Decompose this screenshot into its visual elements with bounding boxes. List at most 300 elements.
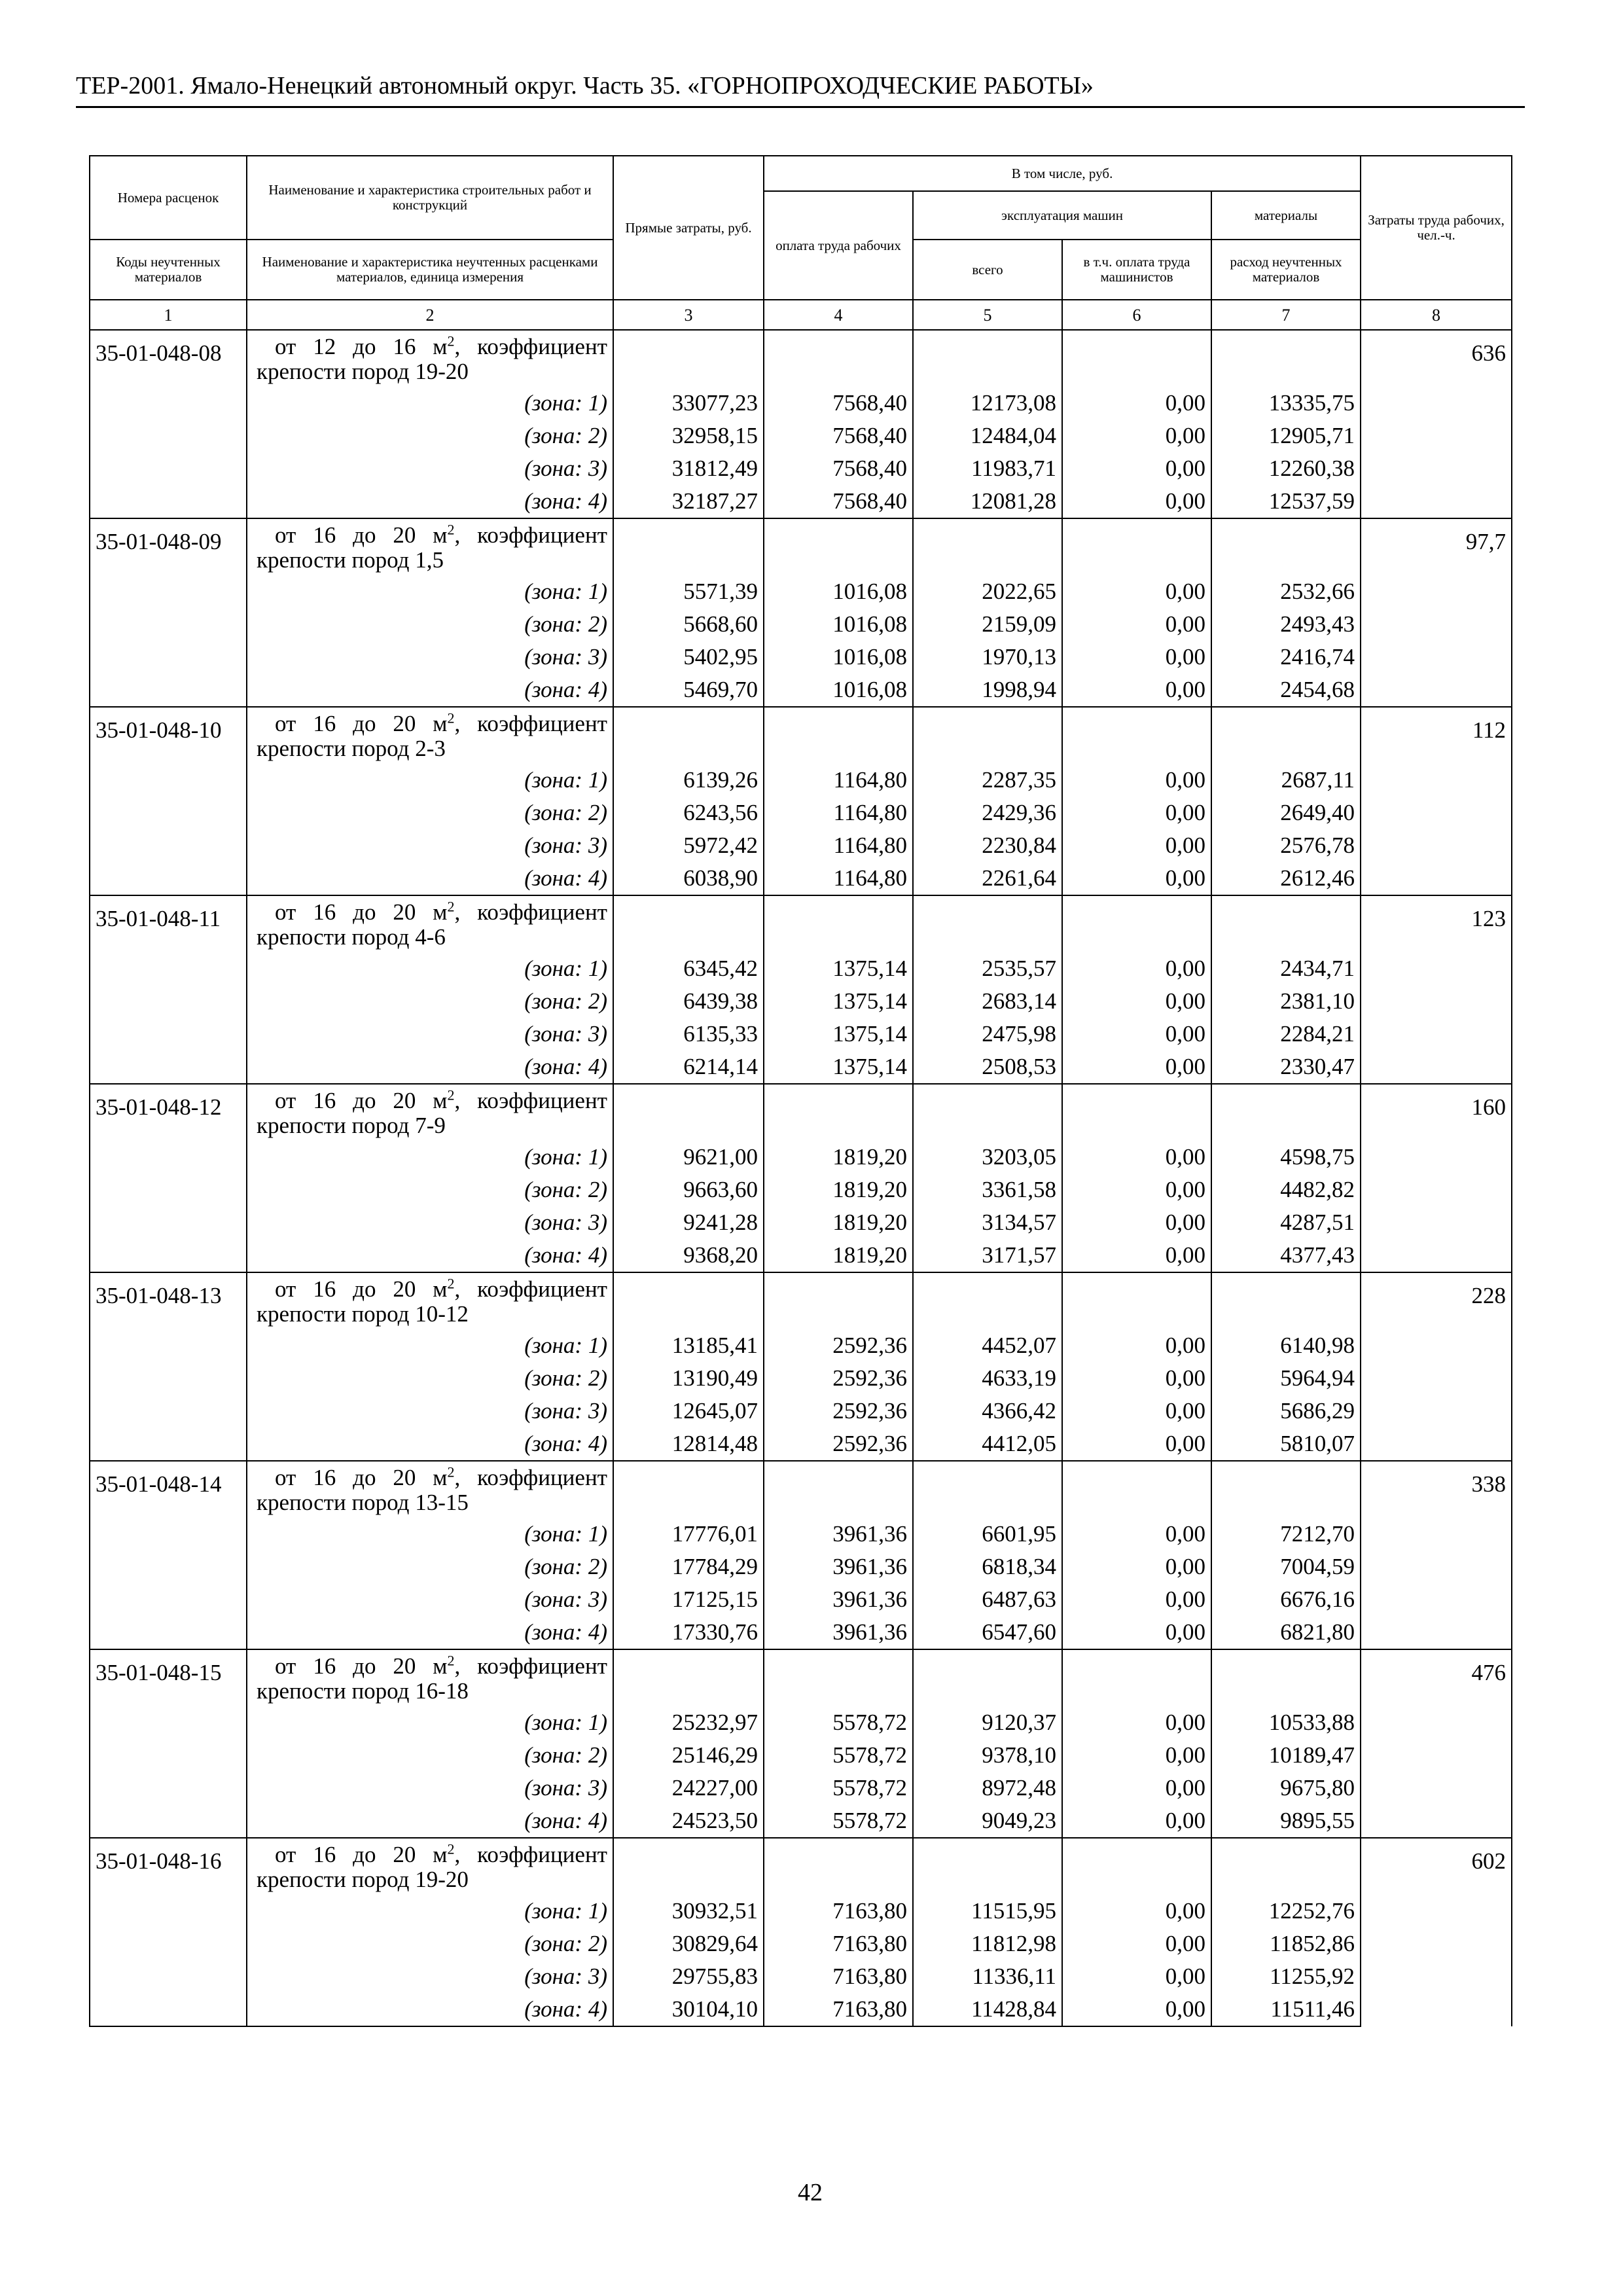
operator-pay-cell: 0,00 [1062,673,1211,707]
worker-pay-cell: 3961,36 [764,1551,913,1583]
operator-pay-cell: 0,00 [1062,1583,1211,1616]
zone-row [90,1050,1512,1084]
empty-cell [1062,1272,1211,1329]
empty-cell [90,829,247,862]
description-word: коэффициент [477,899,607,925]
empty-cell [90,452,247,485]
empty-cell [90,1993,247,2026]
description-word: до [353,1465,376,1490]
direct-costs-cell: 6439,38 [613,985,764,1018]
column-number: 7 [1211,300,1361,330]
zone-row [90,485,1512,518]
unit-exponent: 2 [447,709,455,726]
rate-row [90,895,1512,952]
description-number: 16 [313,1465,336,1490]
zone-label: (зона: 4) [247,1804,613,1838]
description-number: 20 [393,522,416,548]
unaccounted-materials-cell: 4482,82 [1211,1174,1361,1206]
worker-pay-cell: 2592,36 [764,1329,913,1362]
worker-pay-cell: 7163,80 [764,1993,913,2026]
rates-table-body [90,330,1512,2026]
header-rate-number: Номера расценок [90,156,247,240]
rate-description [247,707,613,764]
operator-pay-cell: 0,00 [1062,1174,1211,1206]
rate-description [247,330,613,387]
description-line-1 [257,711,607,736]
machine-total-cell: 9120,37 [913,1706,1062,1739]
empty-cell [913,1838,1062,1895]
empty-cell [90,1206,247,1239]
zone-label: (зона: 2) [247,420,613,452]
header-including: В том числе, руб. [764,156,1361,191]
area-unit [433,900,460,925]
zone-label: (зона: 2) [247,608,613,641]
labor-cost-cell: 338 [1361,1461,1512,1649]
unit-symbol: м [433,899,448,925]
zone-row [90,1239,1512,1272]
direct-costs-cell: 32958,15 [613,420,764,452]
empty-cell [90,952,247,985]
unaccounted-materials-cell: 7212,70 [1211,1518,1361,1551]
direct-costs-cell: 24227,00 [613,1772,764,1804]
machine-total-cell: 2683,14 [913,985,1062,1018]
description-number: 16 [313,1088,336,1113]
description-number: 20 [393,1088,416,1113]
description-line-2: крепости пород 13-15 [257,1490,469,1515]
operator-pay-cell: 0,00 [1062,575,1211,608]
zone-label: (зона: 4) [247,485,613,518]
worker-pay-cell: 2592,36 [764,1427,913,1461]
zone-row [90,1018,1512,1050]
unaccounted-materials-cell: 4598,75 [1211,1141,1361,1174]
area-unit [433,334,460,359]
header-work-name: Наименование и характеристика строительных работ и конструкций [247,156,613,240]
zone-label: (зона: 1) [247,1706,613,1739]
column-number: 8 [1361,300,1512,330]
empty-cell [1062,1461,1211,1518]
empty-cell [613,1084,764,1141]
column-number: 6 [1062,300,1211,330]
labor-cost-cell: 160 [1361,1084,1512,1272]
direct-costs-cell: 17125,15 [613,1583,764,1616]
description-word: до [353,1088,376,1113]
zone-label: (зона: 1) [247,1895,613,1928]
area-unit [433,523,460,548]
machine-total-cell: 3171,57 [913,1239,1062,1272]
zone-label: (зона: 3) [247,829,613,862]
operator-pay-cell: 0,00 [1062,1239,1211,1272]
operator-pay-cell: 0,00 [1062,1772,1211,1804]
description-number: 16 [313,1653,336,1679]
direct-costs-cell: 30829,64 [613,1928,764,1960]
rate-description [247,1084,613,1141]
empty-cell [90,673,247,707]
empty-cell [913,1649,1062,1706]
zone-label: (зона: 1) [247,764,613,797]
description-number: 20 [393,1842,416,1867]
zone-row [90,1141,1512,1174]
unaccounted-materials-cell: 2284,21 [1211,1018,1361,1050]
operator-pay-cell: 0,00 [1062,797,1211,829]
zone-row [90,1583,1512,1616]
column-number: 1 [90,300,247,330]
labor-cost-cell: 602 [1361,1838,1512,2026]
empty-cell [764,895,913,952]
empty-cell [1211,1272,1361,1329]
empty-cell [90,575,247,608]
description-number: 12 [313,334,336,359]
area-unit [433,1277,460,1302]
machine-total-cell: 9049,23 [913,1804,1062,1838]
empty-cell [913,1084,1062,1141]
unaccounted-materials-cell: 6140,98 [1211,1329,1361,1362]
description-number: 20 [393,711,416,736]
machine-total-cell: 8972,48 [913,1772,1062,1804]
worker-pay-cell: 3961,36 [764,1518,913,1551]
operator-pay-cell: 0,00 [1062,1739,1211,1772]
description-line-1 [257,1088,607,1113]
machine-total-cell: 11428,84 [913,1993,1062,2026]
zone-row [90,1174,1512,1206]
zone-row [90,641,1512,673]
unit-exponent: 2 [447,521,455,538]
worker-pay-cell: 3961,36 [764,1583,913,1616]
operator-pay-cell: 0,00 [1062,764,1211,797]
empty-cell [913,330,1062,387]
rate-code: 35-01-048-13 [90,1272,247,1329]
zone-label: (зона: 3) [247,641,613,673]
worker-pay-cell: 5578,72 [764,1804,913,1838]
header-labor: Затраты труда рабочих, чел.-ч. [1361,156,1512,300]
empty-cell [90,862,247,895]
unit-symbol: м [433,711,448,736]
rate-code: 35-01-048-12 [90,1084,247,1141]
description-number: 16 [313,522,336,548]
machine-total-cell: 2159,09 [913,608,1062,641]
empty-cell [613,1649,764,1706]
operator-pay-cell: 0,00 [1062,1928,1211,1960]
empty-cell [90,485,247,518]
direct-costs-cell: 9241,28 [613,1206,764,1239]
zone-row [90,1329,1512,1362]
rate-code: 35-01-048-16 [90,1838,247,1895]
unaccounted-materials-cell: 2612,46 [1211,862,1361,895]
unit-symbol: м [433,334,448,359]
unit-exponent: 2 [447,1652,455,1669]
unit-exponent: 2 [447,1463,455,1480]
zone-label: (зона: 2) [247,985,613,1018]
description-word: коэффициент [477,1088,607,1113]
operator-pay-cell: 0,00 [1062,1616,1211,1649]
operator-pay-cell: 0,00 [1062,1018,1211,1050]
worker-pay-cell: 1016,08 [764,641,913,673]
zone-label: (зона: 3) [247,1206,613,1239]
machine-total-cell: 2022,65 [913,575,1062,608]
labor-cost-cell: 123 [1361,895,1512,1084]
zone-row [90,829,1512,862]
rate-code: 35-01-048-09 [90,518,247,575]
zone-label: (зона: 3) [247,1018,613,1050]
machine-total-cell: 4633,19 [913,1362,1062,1395]
description-word: до [353,1842,376,1867]
zone-label: (зона: 3) [247,1395,613,1427]
worker-pay-cell: 1164,80 [764,829,913,862]
empty-cell [1211,1649,1361,1706]
direct-costs-cell: 17776,01 [613,1518,764,1551]
zone-label: (зона: 2) [247,1739,613,1772]
empty-cell [90,1141,247,1174]
header-machine-total: всего [913,240,1062,300]
worker-pay-cell: 1164,80 [764,764,913,797]
direct-costs-cell: 24523,50 [613,1804,764,1838]
rate-row [90,1838,1512,1895]
zone-row [90,1362,1512,1395]
unit-exponent: 2 [447,1840,455,1857]
zone-row [90,797,1512,829]
description-word: до [353,899,376,925]
worker-pay-cell: 7568,40 [764,420,913,452]
description-number: 20 [393,1653,416,1679]
direct-costs-cell: 29755,83 [613,1960,764,1993]
rate-row [90,1461,1512,1518]
labor-cost-cell: 636 [1361,330,1512,518]
operator-pay-cell: 0,00 [1062,1895,1211,1928]
description-line-2: крепости пород 4-6 [257,924,446,950]
comma: , [454,1088,461,1113]
machine-total-cell: 2230,84 [913,829,1062,862]
machine-total-cell: 3134,57 [913,1206,1062,1239]
direct-costs-cell: 9663,60 [613,1174,764,1206]
direct-costs-cell: 5571,39 [613,575,764,608]
empty-cell [90,420,247,452]
empty-cell [1062,1649,1211,1706]
direct-costs-cell: 6038,90 [613,862,764,895]
empty-cell [90,1329,247,1362]
worker-pay-cell: 1016,08 [764,575,913,608]
description-word: коэффициент [477,334,607,359]
machine-total-cell: 12484,04 [913,420,1062,452]
zone-label: (зона: 1) [247,952,613,985]
unit-symbol: м [433,1088,448,1113]
description-line-1 [257,1465,607,1490]
machine-total-cell: 11983,71 [913,452,1062,485]
comma: , [454,1653,461,1679]
worker-pay-cell: 1819,20 [764,1174,913,1206]
worker-pay-cell: 1375,14 [764,1050,913,1084]
rate-description [247,1838,613,1895]
rate-code: 35-01-048-08 [90,330,247,387]
empty-cell [90,764,247,797]
unaccounted-materials-cell: 12537,59 [1211,485,1361,518]
area-unit [433,1654,460,1679]
rate-row [90,518,1512,575]
worker-pay-cell: 7568,40 [764,485,913,518]
empty-cell [90,1739,247,1772]
empty-cell [1211,1084,1361,1141]
empty-cell [913,1272,1062,1329]
empty-cell [1062,707,1211,764]
empty-cell [613,518,764,575]
zone-label: (зона: 4) [247,1616,613,1649]
description-word: до [353,711,376,736]
unit-exponent: 2 [447,898,455,915]
zone-row [90,1772,1512,1804]
rate-code: 35-01-048-14 [90,1461,247,1518]
description-line-2: крепости пород 16-18 [257,1678,469,1704]
operator-pay-cell: 0,00 [1062,1329,1211,1362]
empty-cell [913,1461,1062,1518]
comma: , [454,334,461,359]
zone-label: (зона: 1) [247,1141,613,1174]
empty-cell [1062,1838,1211,1895]
operator-pay-cell: 0,00 [1062,1362,1211,1395]
direct-costs-cell: 12814,48 [613,1427,764,1461]
empty-cell [90,1362,247,1395]
machine-total-cell: 2535,57 [913,952,1062,985]
unaccounted-materials-cell: 2330,47 [1211,1050,1361,1084]
zone-label: (зона: 1) [247,1518,613,1551]
empty-cell [764,1461,913,1518]
unaccounted-materials-cell: 13335,75 [1211,387,1361,420]
direct-costs-cell: 9621,00 [613,1141,764,1174]
zone-row [90,673,1512,707]
zone-label: (зона: 4) [247,862,613,895]
empty-cell [90,641,247,673]
description-word: коэффициент [477,711,607,736]
column-number: 4 [764,300,913,330]
description-line-2: крепости пород 2-3 [257,736,446,761]
unaccounted-materials-cell: 6676,16 [1211,1583,1361,1616]
empty-cell [90,1895,247,1928]
unaccounted-materials-cell: 2381,10 [1211,985,1361,1018]
direct-costs-cell: 25146,29 [613,1739,764,1772]
empty-cell [913,895,1062,952]
page-header: ТЕР-2001. Ямало-Ненецкий автономный округ. Часть 35. «ГОРНОПРОХОДЧЕСКИЕ РАБОТЫ» [76,71,1525,108]
empty-cell [90,1616,247,1649]
description-word: от [275,899,296,925]
rate-description [247,895,613,952]
rate-description [247,518,613,575]
worker-pay-cell: 5578,72 [764,1706,913,1739]
empty-cell [1211,518,1361,575]
comma: , [454,1276,461,1302]
zone-label: (зона: 3) [247,452,613,485]
empty-cell [613,895,764,952]
unaccounted-materials-cell: 2687,11 [1211,764,1361,797]
machine-total-cell: 12081,28 [913,485,1062,518]
description-word: коэффициент [477,1653,607,1679]
empty-cell [90,608,247,641]
unit-symbol: м [433,1653,448,1679]
unit-symbol: м [433,1842,448,1867]
machine-total-cell: 2261,64 [913,862,1062,895]
empty-cell [764,1838,913,1895]
worker-pay-cell: 1819,20 [764,1206,913,1239]
header-direct-costs: Прямые затраты, руб. [613,156,764,300]
description-word: до [353,334,376,359]
zone-row [90,387,1512,420]
description-word: до [353,1653,376,1679]
labor-cost-cell: 112 [1361,707,1512,895]
empty-cell [1211,1838,1361,1895]
empty-cell [764,518,913,575]
machine-total-cell: 6487,63 [913,1583,1062,1616]
unaccounted-materials-cell: 2434,71 [1211,952,1361,985]
rate-row [90,1272,1512,1329]
description-line-1 [257,900,607,925]
operator-pay-cell: 0,00 [1062,387,1211,420]
labor-cost-cell: 228 [1361,1272,1512,1461]
unaccounted-materials-cell: 6821,80 [1211,1616,1361,1649]
unaccounted-materials-cell: 2649,40 [1211,797,1361,829]
direct-costs-cell: 6345,42 [613,952,764,985]
description-word: от [275,1276,296,1302]
empty-cell [90,985,247,1018]
empty-cell [764,707,913,764]
machine-total-cell: 2508,53 [913,1050,1062,1084]
operator-pay-cell: 0,00 [1062,1960,1211,1993]
page-number: 42 [798,2179,823,2206]
operator-pay-cell: 0,00 [1062,1395,1211,1427]
rate-row [90,1649,1512,1706]
machine-total-cell: 4366,42 [913,1395,1062,1427]
zone-row [90,952,1512,985]
unaccounted-materials-cell: 2493,43 [1211,608,1361,641]
direct-costs-cell: 17330,76 [613,1616,764,1649]
empty-cell [764,330,913,387]
column-number: 3 [613,300,764,330]
unaccounted-materials-cell: 11255,92 [1211,1960,1361,1993]
header-unaccounted-materials: расход неучтенных материалов [1211,240,1361,300]
unaccounted-materials-cell: 9675,80 [1211,1772,1361,1804]
zone-row [90,1616,1512,1649]
empty-cell [1211,895,1361,952]
unaccounted-materials-cell: 2416,74 [1211,641,1361,673]
machine-total-cell: 6818,34 [913,1551,1062,1583]
operator-pay-cell: 0,00 [1062,952,1211,985]
unaccounted-materials-cell: 12252,76 [1211,1895,1361,1928]
rate-row [90,1084,1512,1141]
empty-cell [613,1838,764,1895]
unaccounted-materials-cell: 2576,78 [1211,829,1361,862]
description-word: от [275,711,296,736]
empty-cell [90,1427,247,1461]
description-line-2: крепости пород 19-20 [257,359,469,384]
description-line-1 [257,1654,607,1679]
operator-pay-cell: 0,00 [1062,641,1211,673]
unaccounted-materials-cell: 5810,07 [1211,1427,1361,1461]
description-number: 16 [313,899,336,925]
operator-pay-cell: 0,00 [1062,862,1211,895]
empty-cell [90,1018,247,1050]
rate-code: 35-01-048-10 [90,707,247,764]
empty-cell [90,1239,247,1272]
header-materials: материалы [1211,191,1361,240]
operator-pay-cell: 0,00 [1062,420,1211,452]
empty-cell [764,1272,913,1329]
direct-costs-cell: 5402,95 [613,641,764,673]
worker-pay-cell: 1819,20 [764,1239,913,1272]
rate-row [90,330,1512,387]
empty-cell [90,1804,247,1838]
description-line-2: крепости пород 19-20 [257,1867,469,1892]
description-word: коэффициент [477,522,607,548]
zone-row [90,1960,1512,1993]
unit-symbol: м [433,1276,448,1302]
operator-pay-cell: 0,00 [1062,485,1211,518]
unaccounted-materials-cell: 12905,71 [1211,420,1361,452]
worker-pay-cell: 1016,08 [764,608,913,641]
